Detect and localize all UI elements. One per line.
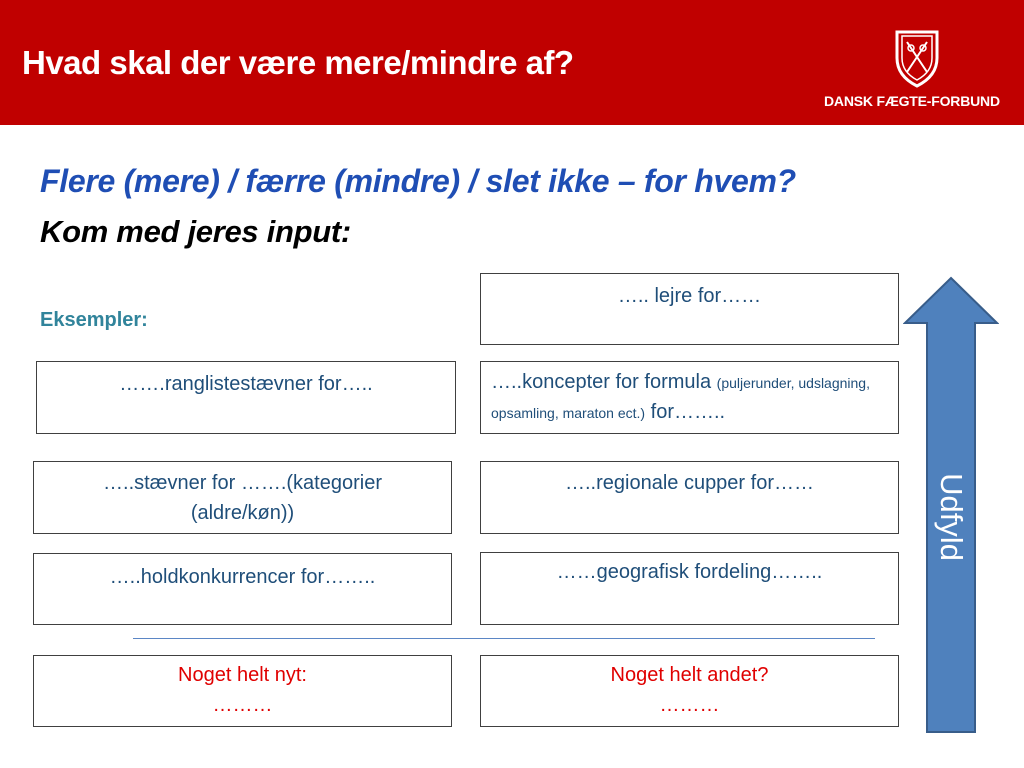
input-box-noget-nyt (33, 655, 452, 727)
example-box-ranglist (36, 361, 456, 434)
box-small-text: (puljerunder, udslagning, opsamling, maraton ect.) (491, 375, 870, 421)
example-box-geografisk (480, 552, 899, 625)
divider-line (133, 638, 875, 639)
box-text: …..regionale cupper for…… (564, 472, 814, 494)
box-text: …..koncepter for formula (491, 371, 712, 393)
input-subheading: Kom med jeres input: (40, 214, 351, 249)
example-box-regionale (480, 461, 899, 534)
box-dots: ……… (659, 694, 720, 716)
slide-title: Hvad skal der være mere/mindre af? (22, 44, 574, 81)
header-bar (0, 0, 1024, 125)
example-box-staevner (33, 461, 452, 534)
fencing-shield-icon (893, 28, 941, 90)
box-text: …..holdkonkurrencer for…….. (109, 566, 376, 588)
box-text-line1: …..stævner for …….(kategorier (103, 472, 382, 494)
box-text-end: for…….. (650, 401, 726, 423)
input-box-noget-andet (480, 655, 899, 727)
arrow-label: Udfyld (934, 473, 969, 561)
example-box-lejre (480, 273, 899, 345)
example-box-koncepter (480, 361, 899, 434)
box-text: ……geografisk fordeling…….. (556, 561, 823, 583)
question-heading: Flere (mere) / færre (mindre) / slet ikke – for hvem? (40, 163, 796, 199)
box-dots: ……… (212, 694, 273, 716)
box-title: Noget helt andet? (610, 664, 769, 686)
box-title: Noget helt nyt: (178, 664, 307, 686)
example-box-hold (33, 553, 452, 625)
box-text-line2: (aldre/køn)) (190, 502, 295, 524)
logo-text: DANSK FÆGTE-FORBUND (824, 93, 1000, 109)
box-text: …….ranglistestævner for….. (119, 373, 373, 395)
examples-label: Eksempler: (40, 309, 148, 331)
box-text: ….. lejre for…… (617, 285, 762, 307)
